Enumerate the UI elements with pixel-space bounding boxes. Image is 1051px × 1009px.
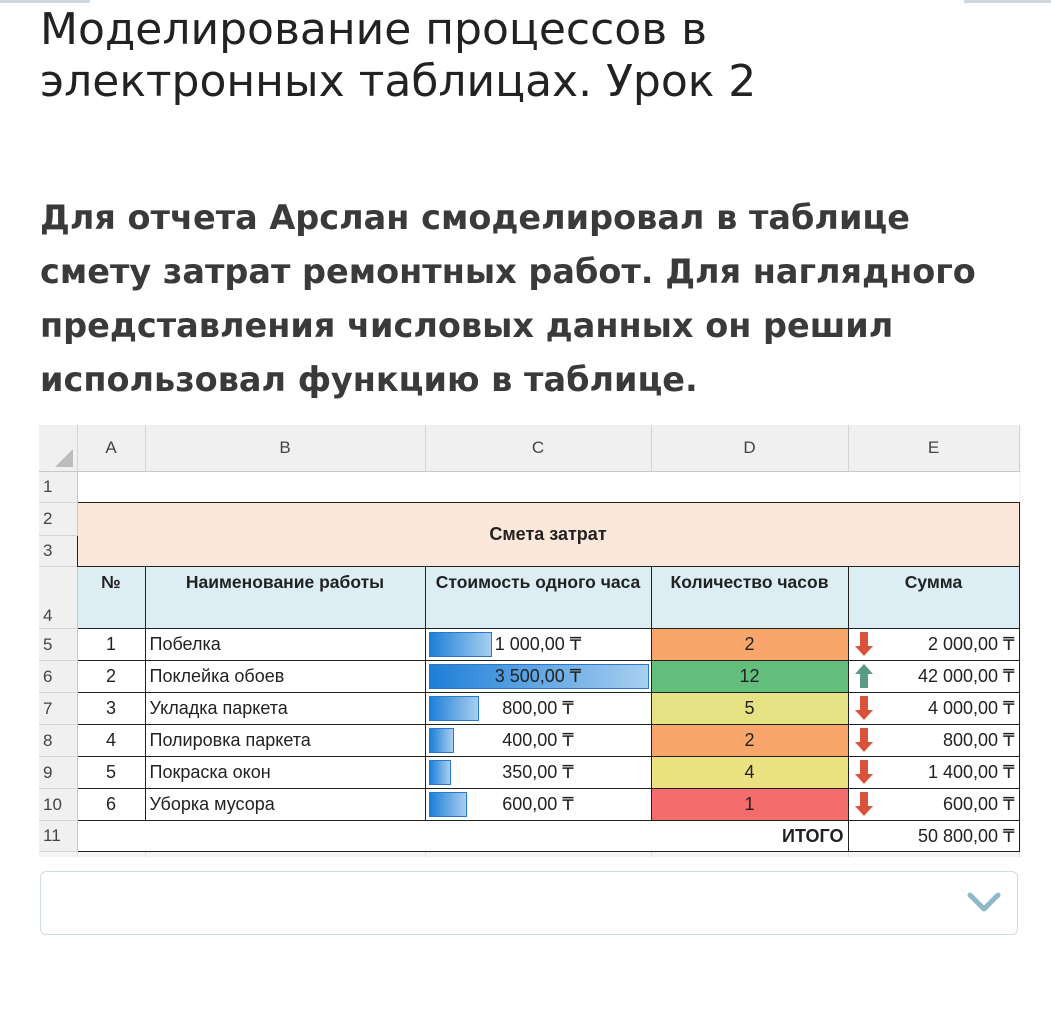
question-text: Для отчета Арслан смоделировал в таблице смету затрат ремонтных работ. Для наглядного представления числовых данных он решил использовал функцию в таблице.	[40, 198, 976, 399]
row-header-11[interactable]: 11	[39, 821, 77, 852]
cell-hours[interactable]: 2	[651, 629, 848, 661]
cell-hour-cost-value: 1 000,00 ₸	[494, 634, 582, 654]
chevron-down-icon[interactable]	[967, 890, 1001, 914]
sheet-row-2	[39, 503, 1019, 536]
data-bar	[429, 696, 479, 721]
row-header[interactable]: 8	[39, 725, 77, 757]
top-divider-left	[0, 0, 90, 3]
table-row	[39, 661, 1019, 693]
cell-sum[interactable]	[848, 629, 1019, 661]
sheet-row-partial	[39, 852, 1019, 858]
cell-hour-cost[interactable]	[425, 757, 651, 789]
table-row	[39, 693, 1019, 725]
cell-hour-cost-value: 800,00 ₸	[502, 698, 574, 718]
cell-hours[interactable]: 5	[651, 693, 848, 725]
header-hour-cost[interactable]: Стоимость одного часа	[425, 567, 651, 629]
table-row	[39, 757, 1019, 789]
sheet-row-11	[39, 821, 1019, 852]
cell-hour-cost-value: 600,00 ₸	[502, 794, 574, 814]
cell-sum[interactable]	[848, 661, 1019, 693]
total-label[interactable]: ИТОГО	[77, 821, 848, 852]
table-row	[39, 629, 1019, 661]
cell-hours[interactable]: 1	[651, 789, 848, 821]
arrow-down-icon	[855, 728, 873, 752]
arrow-down-icon	[855, 760, 873, 784]
row-header-4[interactable]: 4	[39, 567, 77, 629]
header-hours[interactable]: Количество часов	[651, 567, 848, 629]
column-header-a[interactable]: A	[77, 425, 145, 472]
sheet-row-1	[39, 472, 1019, 503]
data-bar	[429, 792, 467, 817]
arrow-down-icon	[855, 792, 873, 816]
cell-number[interactable]: 3	[77, 693, 145, 725]
data-bar	[429, 632, 492, 657]
cell-sum[interactable]	[848, 725, 1019, 757]
cell-work-name[interactable]: Укладка паркета	[145, 693, 425, 725]
cell-sum-value: 42 000,00 ₸	[917, 666, 1015, 686]
arrow-down-icon	[855, 696, 873, 720]
cell-sum-value: 1 400,00 ₸	[927, 762, 1015, 782]
data-bar	[429, 728, 454, 753]
cell-hour-cost[interactable]	[425, 629, 651, 661]
cell-number[interactable]: 5	[77, 757, 145, 789]
cell-work-name[interactable]: Уборка мусора	[145, 789, 425, 821]
table-caption[interactable]: Смета затрат	[77, 503, 1019, 567]
cell-sum[interactable]	[848, 789, 1019, 821]
cell-sum[interactable]	[848, 757, 1019, 789]
top-divider-right	[964, 0, 1051, 3]
cell-hour-cost-value: 350,00 ₸	[502, 762, 574, 782]
column-header-c[interactable]: C	[425, 425, 651, 472]
cell-sum-value: 800,00 ₸	[942, 730, 1015, 750]
row-header[interactable]: 6	[39, 661, 77, 693]
cell-hour-cost[interactable]	[425, 661, 651, 693]
cell-work-name[interactable]: Побелка	[145, 629, 425, 661]
row-header[interactable]: 7	[39, 693, 77, 725]
cell-number[interactable]: 4	[77, 725, 145, 757]
cell-hours[interactable]: 12	[651, 661, 848, 693]
cell-sum-value: 2 000,00 ₸	[927, 634, 1015, 654]
lesson-title: Моделирование процессов в электронных таблицах. Урок 2	[40, 4, 757, 107]
cell-sum-value: 4 000,00 ₸	[927, 698, 1015, 718]
row-header-2[interactable]: 2	[39, 503, 77, 536]
cell-hours[interactable]: 4	[651, 757, 848, 789]
header-work-name[interactable]: Наименование работы	[145, 567, 425, 629]
spreadsheet-image	[39, 425, 1021, 857]
cell-hour-cost-value: 3 500,00 ₸	[494, 666, 582, 686]
spreadsheet-grid	[39, 425, 1020, 857]
answer-dropdown[interactable]	[40, 871, 1018, 935]
column-header-e[interactable]: E	[848, 425, 1019, 472]
column-header-b[interactable]: B	[145, 425, 425, 472]
cell-number[interactable]: 1	[77, 629, 145, 661]
row-header[interactable]: 5	[39, 629, 77, 661]
column-header-row	[39, 425, 1019, 472]
total-value[interactable]: 50 800,00 ₸	[848, 821, 1019, 852]
header-number[interactable]: №	[77, 567, 145, 629]
row-header-3[interactable]: 3	[39, 536, 77, 567]
cell-hours[interactable]: 2	[651, 725, 848, 757]
cell-hour-cost[interactable]	[425, 725, 651, 757]
cell-hour-cost[interactable]	[425, 789, 651, 821]
empty-row-cell[interactable]	[77, 472, 1019, 503]
column-header-d[interactable]: D	[651, 425, 848, 472]
table-row	[39, 789, 1019, 821]
cell-work-name[interactable]: Покраска окон	[145, 757, 425, 789]
table-row	[39, 725, 1019, 757]
arrow-down-icon	[855, 632, 873, 656]
row-header[interactable]: 9	[39, 757, 77, 789]
header-sum[interactable]: Сумма	[848, 567, 1019, 629]
data-bar	[429, 760, 451, 785]
cell-work-name[interactable]: Поклейка обоев	[145, 661, 425, 693]
data-rows	[39, 629, 1019, 821]
cell-sum-value: 600,00 ₸	[942, 794, 1015, 814]
arrow-up-icon	[855, 664, 873, 688]
cell-work-name[interactable]: Полировка паркета	[145, 725, 425, 757]
row-header-1[interactable]: 1	[39, 472, 77, 503]
select-all-corner[interactable]	[39, 425, 77, 472]
row-header[interactable]: 10	[39, 789, 77, 821]
sheet-row-4	[39, 567, 1019, 629]
cell-hour-cost[interactable]	[425, 693, 651, 725]
cell-number[interactable]: 6	[77, 789, 145, 821]
cell-sum[interactable]	[848, 693, 1019, 725]
cell-hour-cost-value: 400,00 ₸	[502, 730, 574, 750]
cell-number[interactable]: 2	[77, 661, 145, 693]
